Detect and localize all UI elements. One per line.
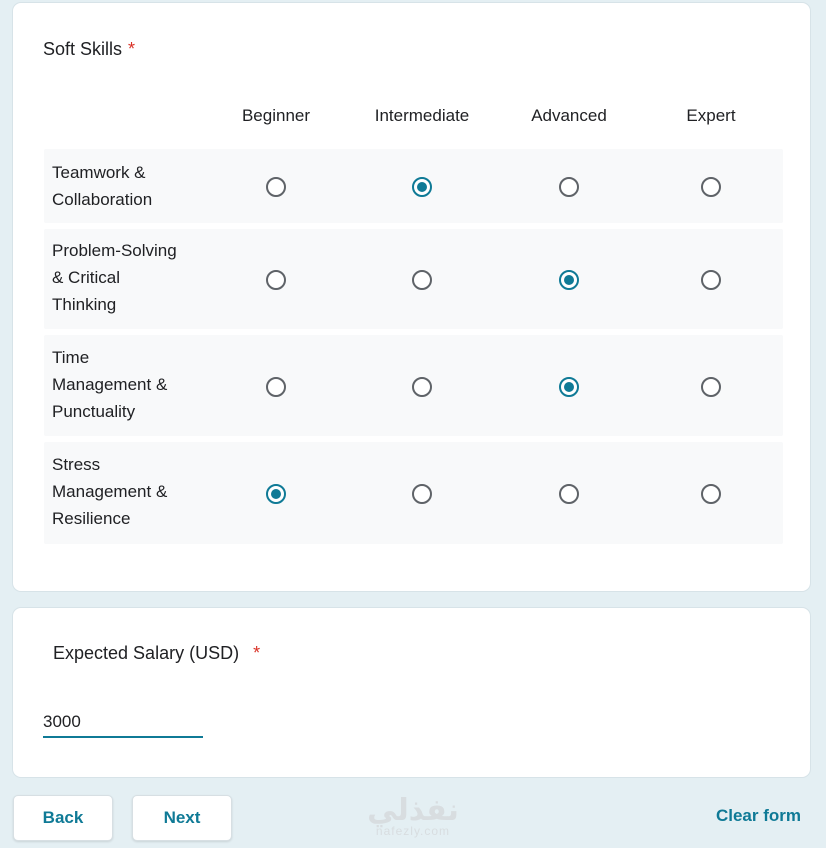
next-button[interactable]: Next bbox=[132, 795, 232, 841]
column-header-advanced: Advanced bbox=[531, 106, 607, 125]
question-title-text: Soft Skills bbox=[43, 39, 123, 59]
radio-advanced[interactable] bbox=[559, 377, 579, 397]
radio-intermediate[interactable] bbox=[412, 484, 432, 504]
radio-beginner[interactable] bbox=[266, 377, 286, 397]
soft-skills-card bbox=[12, 2, 811, 592]
radio-intermediate[interactable] bbox=[412, 377, 432, 397]
row-label bbox=[52, 451, 202, 532]
row-label-line: Problem-Solving bbox=[52, 241, 177, 260]
column-header-intermediate: Intermediate bbox=[374, 106, 470, 125]
row-label-line: & Critical bbox=[52, 268, 121, 287]
row-label-line: Collaboration bbox=[52, 190, 153, 209]
clear-form-link[interactable]: Clear form bbox=[715, 806, 801, 825]
row-label-line: Thinking bbox=[52, 295, 117, 314]
radio-advanced[interactable] bbox=[559, 270, 579, 290]
required-asterisk: * bbox=[128, 39, 136, 59]
radio-expert[interactable] bbox=[701, 270, 721, 290]
radio-expert[interactable] bbox=[701, 377, 721, 397]
column-header-expert: Expert bbox=[686, 106, 736, 125]
row-label-line: Resilience bbox=[52, 509, 131, 528]
salary-title bbox=[53, 643, 260, 664]
row-label-line: Management & bbox=[52, 375, 168, 394]
radio-expert[interactable] bbox=[701, 484, 721, 504]
row-label-line: Stress bbox=[52, 455, 101, 474]
row-label-line: Management & bbox=[52, 482, 168, 501]
expected-salary-card bbox=[12, 607, 811, 778]
watermark-arabic: نفذلي bbox=[367, 794, 459, 827]
grid-row-teamwork bbox=[44, 149, 783, 223]
row-label bbox=[52, 344, 202, 425]
back-button[interactable]: Back bbox=[13, 795, 113, 841]
row-label-line: Punctuality bbox=[52, 402, 136, 421]
radio-intermediate[interactable] bbox=[412, 270, 432, 290]
row-label bbox=[52, 237, 202, 318]
column-header-beginner: Beginner bbox=[241, 106, 311, 125]
radio-beginner[interactable] bbox=[266, 484, 286, 504]
radio-expert[interactable] bbox=[701, 177, 721, 197]
salary-input[interactable] bbox=[43, 708, 203, 738]
watermark-logo bbox=[363, 794, 463, 838]
grid-row-problem-solving bbox=[44, 229, 783, 329]
radio-beginner[interactable] bbox=[266, 270, 286, 290]
required-asterisk: * bbox=[253, 643, 261, 663]
question-title-text: Expected Salary (USD) bbox=[53, 643, 240, 663]
row-label-line: Time bbox=[52, 348, 90, 367]
soft-skills-title bbox=[43, 39, 135, 60]
radio-advanced[interactable] bbox=[559, 484, 579, 504]
row-label bbox=[52, 159, 202, 213]
row-label-line: Teamwork & bbox=[52, 163, 146, 182]
radio-beginner[interactable] bbox=[266, 177, 286, 197]
watermark-latin: nafezly.com bbox=[375, 824, 451, 838]
radio-advanced[interactable] bbox=[559, 177, 579, 197]
grid-row-stress-management bbox=[44, 442, 783, 544]
radio-intermediate[interactable] bbox=[412, 177, 432, 197]
grid-row-time-management bbox=[44, 335, 783, 436]
